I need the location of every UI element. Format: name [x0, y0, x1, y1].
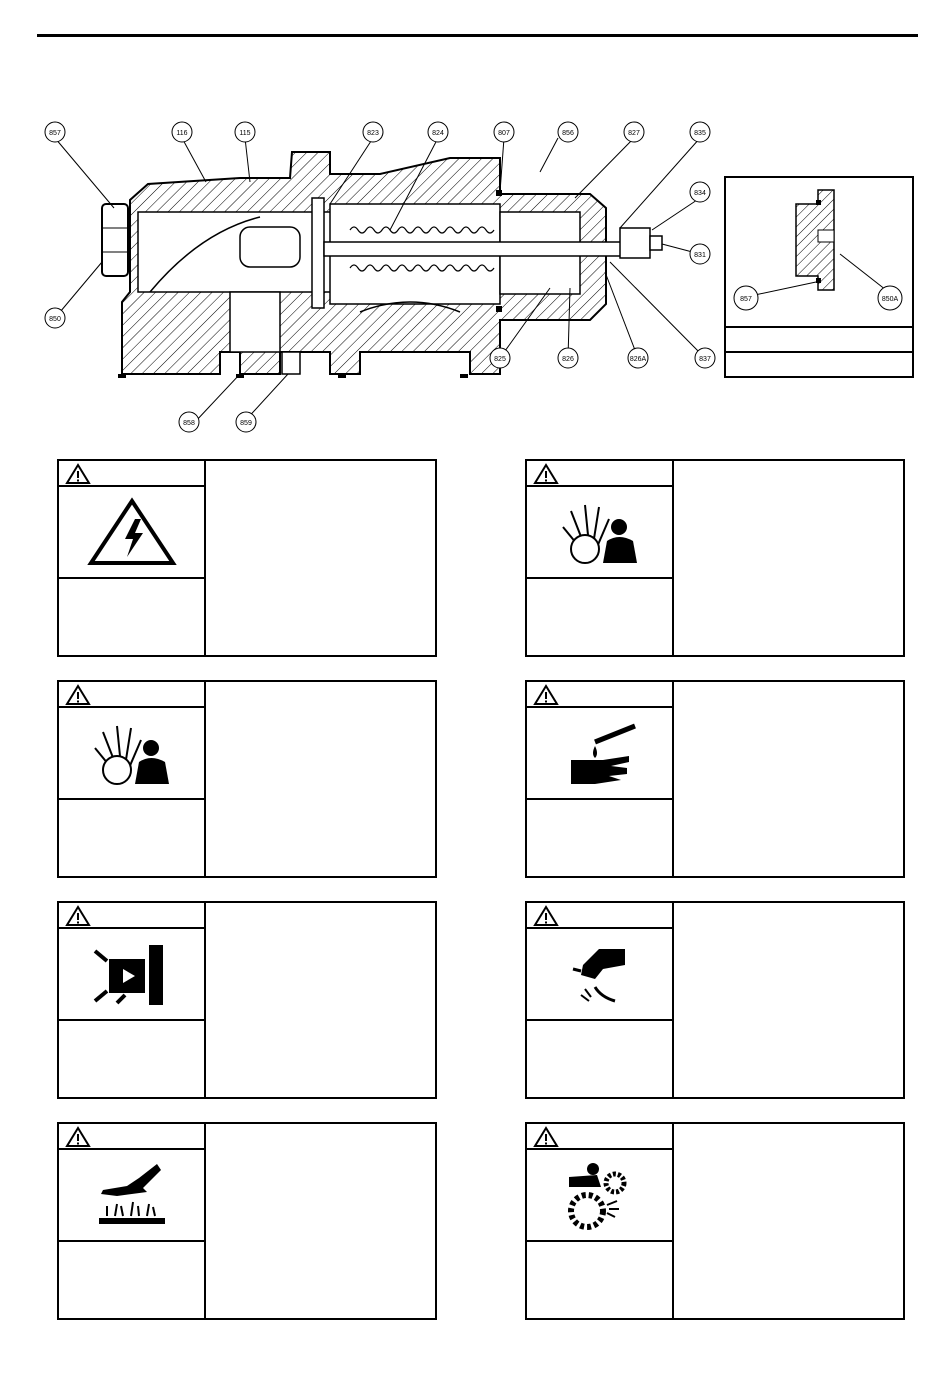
- warning-triangle-icon: [533, 905, 559, 927]
- warning-card-foot: [525, 901, 905, 1099]
- warning-card-rotating: [525, 1122, 905, 1320]
- callout-116: 116: [176, 130, 188, 137]
- warning-triangle-icon: [533, 463, 559, 485]
- warning-card-electric: [57, 459, 437, 657]
- pump-cross-section-diagram: [30, 112, 730, 442]
- callout-823: 823: [367, 130, 379, 137]
- warning-card-crush: [57, 901, 437, 1099]
- callout-824: 824: [432, 130, 444, 137]
- callout-827: 827: [628, 130, 640, 137]
- inset-divider: [726, 351, 912, 353]
- callout-850A: 850A: [881, 296, 899, 303]
- warning-triangle-icon: [65, 1126, 91, 1148]
- callout-115: 115: [239, 130, 251, 137]
- corrosive-hand-icon: [555, 718, 645, 788]
- callout-835: 835: [694, 130, 706, 137]
- callout-826: 826: [562, 356, 574, 363]
- callout-857-inset: 857: [740, 296, 752, 303]
- warning-triangle-icon: [65, 463, 91, 485]
- rotating-gears-icon: [555, 1157, 645, 1233]
- inset-detail-panel: [724, 176, 914, 378]
- inset-divider: [726, 326, 912, 328]
- callout-857: 857: [49, 130, 61, 137]
- explosion-icon: [87, 718, 177, 788]
- warning-card-pressure: [525, 459, 905, 657]
- cap-detail-diagram: [726, 178, 912, 324]
- hot-surface-icon: [87, 1160, 177, 1230]
- header-rule: [37, 34, 918, 37]
- callout-858: 858: [183, 420, 195, 427]
- callout-850: 850: [49, 316, 61, 323]
- callout-834: 834: [694, 190, 706, 197]
- callout-807: 807: [498, 130, 510, 137]
- callout-859: 859: [240, 420, 252, 427]
- electric-shock-icon: [87, 497, 177, 567]
- warning-triangle-icon: [65, 905, 91, 927]
- callout-826A: 826A: [629, 356, 647, 363]
- callout-856: 856: [562, 130, 574, 137]
- callout-837: 837: [699, 356, 711, 363]
- foot-hazard-icon: [555, 939, 645, 1009]
- warning-card-chemical: [525, 680, 905, 878]
- warning-triangle-icon: [533, 1126, 559, 1148]
- explosion-icon: [555, 497, 645, 567]
- callout-825: 825: [494, 356, 506, 363]
- warning-card-pressure-2: [57, 680, 437, 878]
- warning-card-hot-surface: [57, 1122, 437, 1320]
- crush-hazard-icon: [87, 939, 177, 1009]
- callout-831: 831: [694, 252, 706, 259]
- warning-triangle-icon: [65, 684, 91, 706]
- warning-triangle-icon: [533, 684, 559, 706]
